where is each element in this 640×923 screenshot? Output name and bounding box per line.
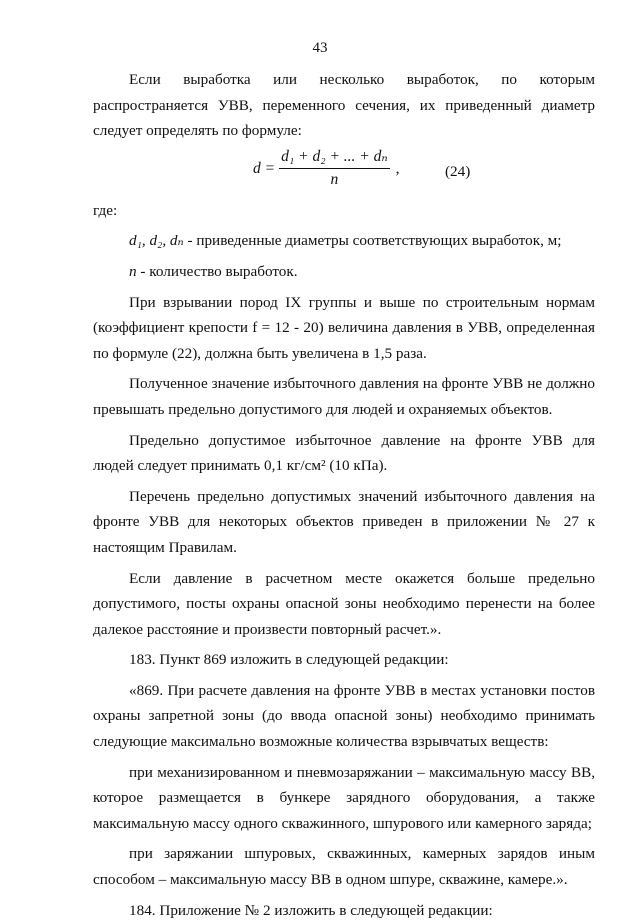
formula-lhs: d = (253, 159, 276, 177)
paragraph-item-183: 183. Пункт 869 изложить в следующей редакции: (129, 651, 449, 669)
definition-diameters-vars: d₁, d₂, dₙ (129, 232, 184, 250)
paragraph-rock-group: При взрывании пород IX группы и выше по строительным нормам (коэффициент крепости f = 12 - 20) величина давления в УВВ, определенная по формуле (22), должна быть увеличена в 1,5 раза. (93, 293, 595, 362)
paragraph-other-method: при заряжании шпуровых, скважинных, камерных зарядов иным способом – максимальную массу ВВ в одном шпуре, скважине, камере.». (93, 845, 595, 889)
formula-numerator: d₁ + d₂ + ... + dₙ (279, 148, 390, 169)
paragraph-item-184: 184. Приложение № 2 изложить в следующей редакции: (129, 901, 493, 919)
where-label: где: (93, 201, 118, 219)
formula-expression (253, 148, 400, 190)
formula-fraction (279, 148, 390, 190)
formula-24 (93, 148, 595, 192)
definition-diameters-text: - приведенные диаметры соответствующих выработок, м; (183, 232, 562, 250)
page-number: 43 (312, 40, 328, 56)
formula-number: (24) (445, 162, 471, 180)
paragraph-item-869: «869. При расчете давления на фронте УВВ в местах установки постов охраны запретной зоны (до ввода опасной зоны) необходимо принимать следующие максимально возможные количества взрывчатых веществ: (93, 681, 595, 751)
body-text (93, 67, 595, 923)
paragraph-diameter-intro: Если выработка или несколько выработок, по которым распространяется УВВ, переменного сечения, их приведенный диаметр следует определять по формуле: (93, 71, 595, 140)
paragraph-allowed-pressure: Предельно допустимое избыточное давление на фронте УВВ для людей следует принимать 0,1 кг/см² (10 кПа). (93, 431, 595, 475)
definition-count-text: - количество выработок. (136, 262, 298, 280)
paragraph-mechanized: при механизированном и пневмозаряжании – максимальную массу ВВ, которое размещается в бункере зарядного оборудования, а также максимальную массу одного скважинного, шпурового или камерного заряда; (93, 763, 595, 832)
definition-count-var: n (129, 262, 137, 280)
paragraph-appendix-27: Перечень предельно допустимых значений избыточного давления на фронте УВВ для некоторых объектов приведен в приложении № 27 к настоящим Правилам. (93, 487, 595, 556)
paragraph-pressure-limit: Полученное значение избыточного давления на фронте УВВ не должно превышать предельно допустимого для людей и охраняемых объектов. (93, 375, 595, 418)
definition-count (93, 259, 595, 285)
formula-comma: , (395, 159, 400, 177)
paragraph-recalculation: Если давление в расчетном месте окажется больше предельно допустимого, посты охраны опасной зоны необходимо перенести на более далекое расстояние и произвести повторный расчет.». (93, 569, 595, 638)
formula-denominator: n (330, 170, 339, 188)
definition-diameters (93, 228, 595, 254)
